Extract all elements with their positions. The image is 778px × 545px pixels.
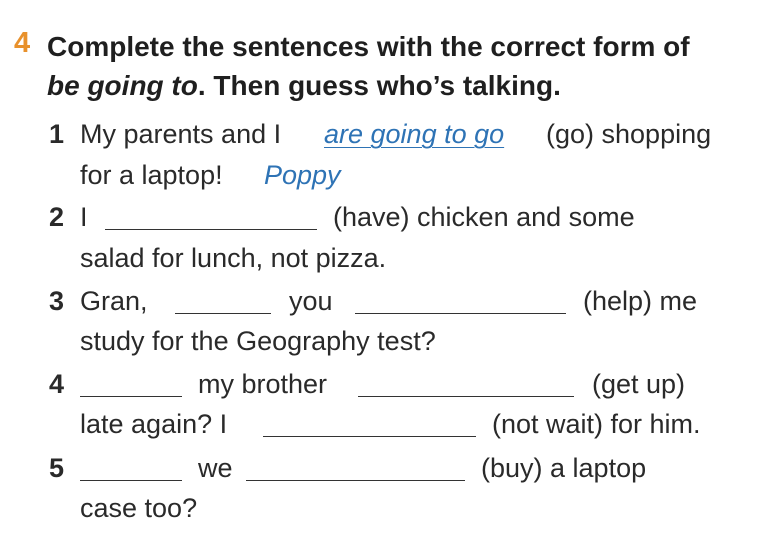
item-text: for a laptop! xyxy=(80,160,223,190)
exercise-heading xyxy=(47,27,690,105)
item-text: late again? I xyxy=(80,409,228,439)
item-text: My parents and I xyxy=(80,119,282,149)
answer-blank[interactable] xyxy=(105,229,317,230)
item-number: 3 xyxy=(49,286,65,316)
item-number: 5 xyxy=(49,453,65,483)
item-text: salad for lunch, not pizza. xyxy=(80,243,387,273)
item-text: I xyxy=(80,202,88,232)
heading-line-2 xyxy=(47,66,690,105)
answer-blank[interactable] xyxy=(80,480,182,481)
item-text: (have) chicken and some xyxy=(333,202,635,232)
answer-blank[interactable] xyxy=(358,396,574,397)
heading-line-1: Complete the sentences with the correct form of xyxy=(47,31,690,62)
item-text: case too? xyxy=(80,493,198,523)
answer-blank[interactable] xyxy=(80,396,182,397)
answer-blank[interactable] xyxy=(355,313,566,314)
item-text: study for the Geography test? xyxy=(80,326,436,356)
item-1-line-1 xyxy=(0,118,778,150)
item-5-line-1 xyxy=(0,452,778,484)
answer-blank[interactable] xyxy=(263,436,476,437)
item-3-line-1 xyxy=(0,285,778,317)
item-2-line-2 xyxy=(0,242,778,274)
item-text: we xyxy=(198,453,233,483)
exercise-number: 4 xyxy=(14,27,31,59)
item-5-line-2 xyxy=(0,492,778,524)
item-number: 4 xyxy=(49,369,65,399)
speaker-name: Poppy xyxy=(264,160,341,190)
heading-structure: be going to xyxy=(47,70,198,101)
item-number: 1 xyxy=(49,119,65,149)
answer-blank[interactable] xyxy=(246,480,465,481)
item-text: (not wait) for him. xyxy=(492,409,701,439)
heading-instruction: . Then guess who’s talking. xyxy=(197,70,561,101)
item-3-line-2 xyxy=(0,325,778,357)
item-number: 2 xyxy=(49,202,65,232)
item-text: you xyxy=(289,286,333,316)
item-text: Gran, xyxy=(80,286,148,316)
answer-text: are going to go xyxy=(324,119,505,149)
item-4-line-1 xyxy=(0,368,778,400)
item-text: my brother xyxy=(198,369,328,399)
item-text: (buy) a laptop xyxy=(481,453,647,483)
item-text: (go) shopping xyxy=(546,119,712,149)
item-4-line-2 xyxy=(0,408,778,440)
answer-blank[interactable] xyxy=(175,313,271,314)
item-text: (help) me xyxy=(583,286,698,316)
item-1-line-2 xyxy=(0,159,778,191)
item-2-line-1 xyxy=(0,201,778,233)
item-text: (get up) xyxy=(592,369,686,399)
